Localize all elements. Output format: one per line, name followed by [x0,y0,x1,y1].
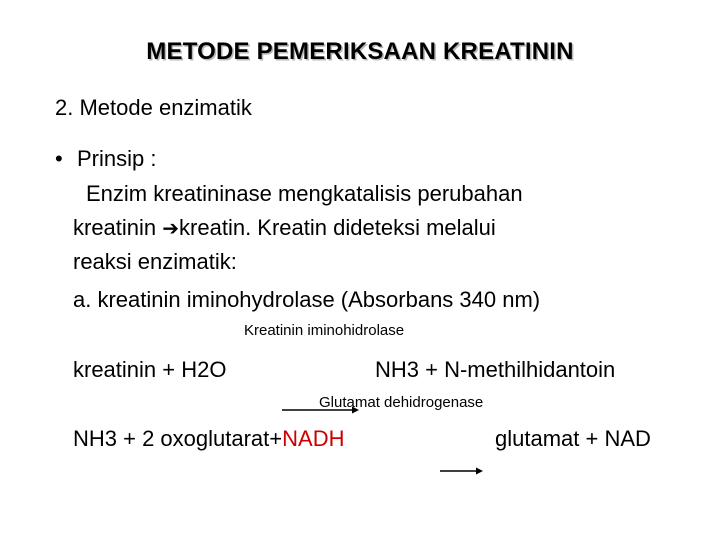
bullet-label: Prinsip : [77,146,157,171]
right-arrow-icon: ➔ [162,216,180,240]
reaction-2-lower-arrow-icon [440,465,484,477]
reaction-2-reactants-text: NH3 + 2 oxoglutarat+ [73,426,283,451]
method-heading: 2. Metode enzimatik [55,95,252,120]
principle-line-2-end: kreatin. Kreatin dideteksi melalui [179,215,496,240]
reaction-2-enzyme: Glutamat dehidrogenase [319,394,484,411]
principle-line-3: reaksi enzimatik: [73,249,237,274]
reaction-1-products: NH3 + N-methilhidantoin [375,357,616,382]
reaction-2-reactants [73,426,344,452]
principle-line-4: a. kreatinin iminohydrolase (Absorbans 340 nm) [73,287,541,312]
reaction-1-reactants: kreatinin + H2O [73,357,227,382]
reaction-2-products: glutamat + NAD [495,426,651,451]
principle-line-1: Enzim kreatininase mengkatalisis perubahan [86,181,523,206]
nadh-highlight: NADH [282,426,345,451]
reaction-1-enzyme: Kreatinin iminohidrolase [244,322,405,339]
slide-title: METODE PEMERIKSAAN KREATININ [146,38,574,65]
bullet-icon: • [55,146,63,171]
principle-line-2-start: kreatinin [73,215,163,240]
principle-line-2 [73,215,496,241]
bullet-item-prinsip [55,146,156,172]
